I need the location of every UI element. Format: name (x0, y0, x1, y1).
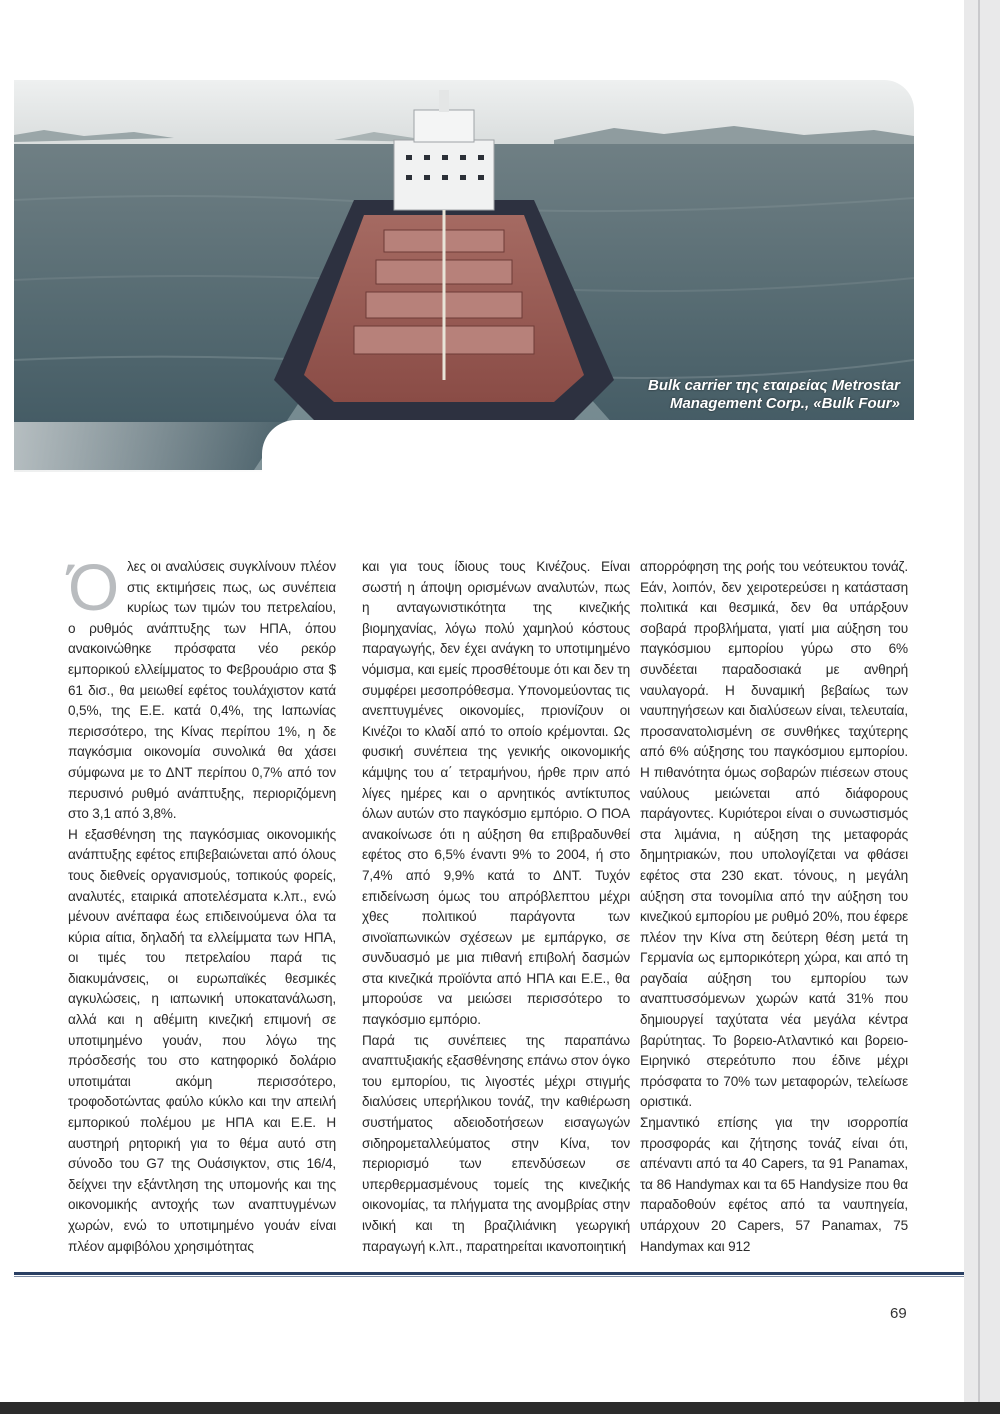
drop-cap: Ό (68, 550, 119, 624)
footer-rule (14, 1272, 964, 1275)
article-column-3 (640, 557, 908, 1257)
paragraph: Σημαντικό επίσης για την ισορροπία προσφοράς και ζήτησης τονάζ είναι ότι, απέναντι από τα 40 Capers, τα 91 Panamax, τα 86 Handymax και τα 65 Handysize που θα παραδοθούν εφέτος από τα ναυπηγεία, υπάρχουν 20 Capers, 57 Panamax, 75 Handymax και 912 (640, 1115, 908, 1254)
article-column-1 (68, 550, 336, 1257)
article-column-2 (362, 557, 630, 1257)
paragraph: και για τους ίδιους τους Κινέζους. Είναι σωστή η άποψη ορισμένων αναλυτών, πως η ανταγωνιστικότητα της κινεζικής βιομηχανίας, λόγω πολύ χαμηλού κόστους παραγωγής, δεν έχει ανάγκη το υποτιμημένο νόμισμα, και εμείς προσθέτουμε ότι και δεν τη συμφέρει μεσοπρόθεσμα. Υπονομεύοντας τις ανεπτυγμένες οικονομίες, πριονίζουν οι Κινέζοι το κλαδί από το οποίο κρέμονται. Ως φυσική συνέπεια της γενικής οικονομικής κάμψης του α΄ τετραμήνου, ήρθε πριν από λίγες ημέρες και ο αρνητικός αντίκτυπος όλων αυτών στο παγκόσμιο εμπόριο. Ο ΠΟΑ ανακοίνωσε ότι η αύξηση θα επιβραδυνθεί εφέτος στο 6,5% έναντι 9% το 2004, ή στο 7,4% από 9,9% κατά το ΔΝΤ. Τυχόν επιδείνωση όμως του απρόβλεπτου μέχρι χθες πολιτικού παράγοντα των σινοϊαπωνικών σχέσεων με εμπάργκο, σε συνδυασμό με μια πιθανή επιβολή δασμών στα κινεζικά προϊόντα από ΗΠΑ και Ε.Ε., θα μπορούσε να μειώσει περισσότερο το παγκόσμιο εμπόριο. (362, 559, 630, 1028)
caption-line-1: Bulk carrier της εταιρείας Metrostar (648, 377, 900, 394)
page-edge-line (978, 0, 980, 1414)
page-number: 69 (890, 1305, 907, 1322)
paragraph (68, 550, 336, 825)
paragraph: απορρόφηση της ροής του νεότευκτου τονάζ. Εάν, λοιπόν, δεν χειροτερεύσει η κατάσταση πολιτικά και θεσμικά, δεν θα υπάρξουν σοβαρά προβλήματα, γιατί μια αύξηση του παγκόσμιου εμπορίου γύρω στο 6% συνδέεται παραδοσιακά με ανθηρή ναυλαγορά. Η δυναμική βεβαίως των ναυπηγήσεων και διαλύσεων είναι, τελευταία, προσανατολισμένη σε συνθήκες ταχύτερης από 6% αύξησης του παγκόσμιου εμπορίου. Η πιθανότητα όμως σοβαρών πιέσεων στους ναύλους μειώνεται από διάφορους παράγοντες. Κυριότεροι είναι ο συνωστισμός στα λιμάνια, η αύξηση της μεταφοράς δημητριακών, που υπολογίζεται να φθάσει εφέτος στα 230 εκατ. τόνους, η μεγάλη αύξηση στα τονομίλια από την αύξηση του κινεζικού εμπορίου με ρυθμό 20%, που έφερε πλέον την Κίνα στη δεύτερη θέση μετά τη Γερμανία ως εμπορικότερη χώρα, και από τη ραγδαία αύξηση του εμπορίου των αναπτυσσόμενων χωρών κατά 31% που δημιουργεί ταχύτατα νέα μεγάλα κέντρα βαρύτητας. Το βορειο-Ατλαντικό και βορειο-Ειρηνικό στερεότυπο που έδινε μέχρι πρόσφατα το 70% των μεταφορών, τελείωσε οριστικά. (640, 559, 908, 1110)
paragraph: Η εξασθένηση της παγκόσμιας οικονομικής ανάπτυξης εφέτος επιβεβαιώνεται από όλους τους διεθνείς οργανισμούς, τοπικούς φορείς, αναλυτές, εταιρικά αποτελέσματα κ.λπ., ενώ μένουν ανέπαφα έως επιδεινούμενα όλα τα κύρια αίτια, δηλαδή τα ελλείμματα των ΗΠΑ, οι τιμές του πετρελαίου παρά τις διακυμάνσεις, οι ευρωπαϊκές θεσμικές αγκυλώσεις, η ιαπωνική υποκατανάλωση, αλλά και η αθέμιτη κινεζική επιμονή σε υποτιμημένο γουάν, που λόγω της πρόσδεσής του στο κατηφορικό δολάριο υποτιμάται ακόμη περισσότερο, τροφοδοτώντας φαύλο κύκλο και την απειλή εμπορικού πολέμου με ΗΠΑ και Ε.Ε. Η αυστηρή ρητορική για το θέμα αυτό στη σύνοδο του G7 της Ουάσιγκτον, στις 16/4, δείχνει την εξάντληση της υπομονής και της οικονομικής αντοχής των αναπτυγμένων χωρών, ενώ το υποτιμημένο γουάν είναι πλέον αμφιβόλου χρησιμότητας (68, 826, 336, 1254)
page-edge (964, 0, 1000, 1414)
scan-bottom-edge (0, 1402, 1000, 1414)
paragraph: Παρά τις συνέπειες της παραπάνω αναπτυξιακής εξασθένησης επάνω στον όγκο του εμπορίου, τις λιγοστές μέχρι στιγμής διαλύσεις υπερήλικου τονάζ, την καθιέρωση συστήματος αδειοδοτήσεων εισαγωγών σιδηρομεταλλεύματος στην Κίνα, τον περιορισμό των επενδύσεων σε υπερθερμασμένους τομείς της κινεζικής οικονομίας, τα πλήγματα της ανομβρίας στην ινδική και τη βραζιλιάνικη γεωργική παραγωγή κ.λπ., παρατηρείται ικανοποιητική (362, 1032, 630, 1254)
photo-caption (640, 377, 900, 413)
footer-rule-thin (14, 1276, 964, 1277)
content-panel-corner (262, 420, 914, 480)
paragraph-text: λες οι αναλύσεις συγκλίνουν πλέον στις εκτιμήσεις πως, ως συνέπεια κυρίως των τιμών του πετρελαίου, ο ρυθμός ανάπτυξης των ΗΠΑ, όπου ανακοινώθηκε πρόσφατα νέο ρεκόρ εμπορικού ελλείμματος το Φεβρουάριο στα $ 61 δισ., θα μειωθεί εφέτος τουλάχιστον κατά 0,5%, της Ε.Ε. κατά 0,4%, της Ιαπωνίας περισσότερο, της Κίνας περίπου 1%, η δε παγκόσμια οικονομία συνολικά θα χάσει σύμφωνα με το ΔΝΤ περίπου 0,7% από τον περυσινό ρυθμό ανάπτυξης, περιοριζόμενη στο 3,1 από 3,8%. (68, 559, 336, 822)
caption-line-2: Management Corp., «Bulk Four» (669, 395, 900, 412)
